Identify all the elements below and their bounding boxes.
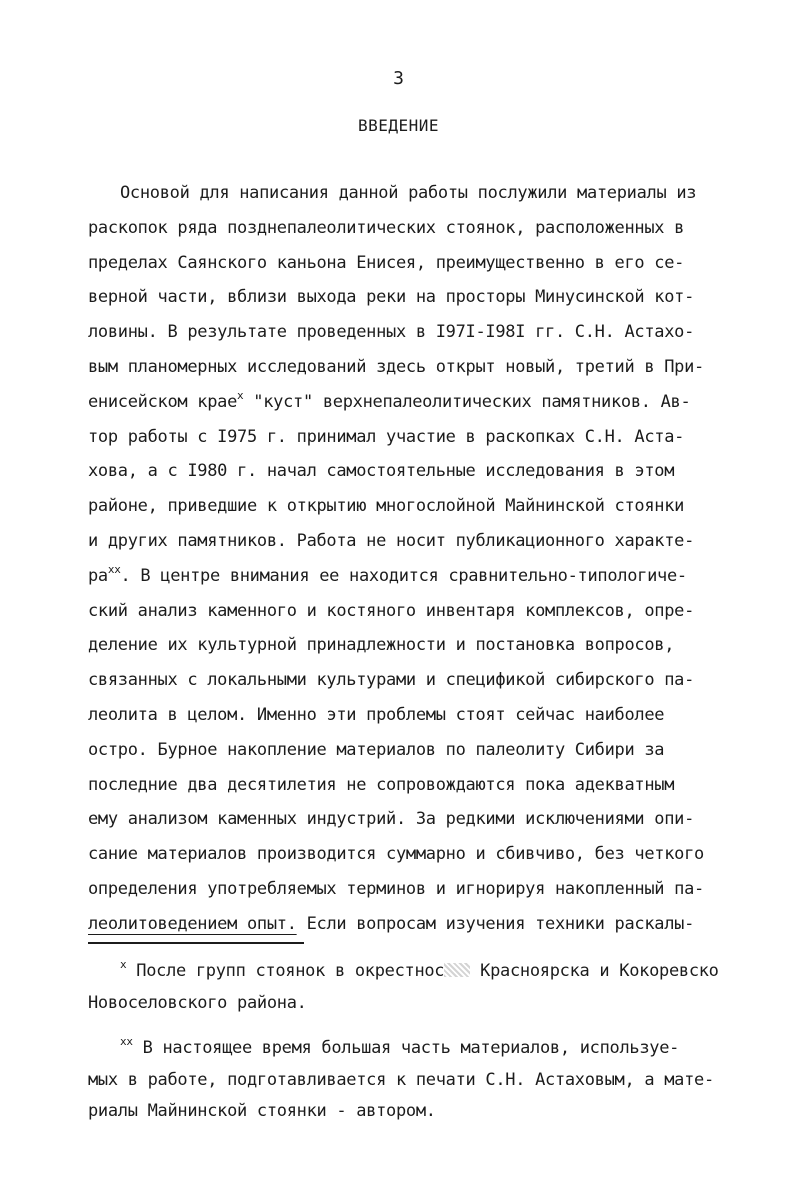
text-line: раскопок ряда позднепалеолитических стоянок, расположенных в	[88, 217, 685, 238]
footnote-divider	[88, 942, 304, 944]
text-line: определения употребляемых терминов и игнорируя накопленный па-	[88, 878, 704, 899]
page-number: 3	[393, 68, 404, 89]
footnote-mark-x: x	[120, 958, 127, 971]
main-text	[88, 176, 748, 942]
text-segment: . В центре внимания ее находится сравнительно-типологиче-	[120, 565, 687, 586]
ink-smudge	[444, 963, 470, 977]
footnote-1-line	[88, 956, 748, 988]
text-segment: Если вопросам изучения техники раскалы-	[296, 913, 695, 934]
text-line: пределах Саянского каньона Енисея, преимущественно в его се-	[88, 252, 685, 273]
text-line: районе, приведшие к открытию многослойной Майнинской стоянки	[88, 496, 685, 517]
text-line: связанных с локальными культурами и спецификой сибирского па-	[88, 670, 695, 691]
text-segment: В настоящее время большая часть материалов, используе-	[132, 1038, 680, 1058]
footnote-mark-xx: xx	[107, 562, 121, 576]
footnote-2-line: риалы Майнинской стоянки - автором.	[88, 1101, 436, 1121]
text-line: хова, а с I980 г. начал самостоятельные исследования в этом	[88, 461, 675, 482]
text-line: деление их культурной принадлежности и постановка вопросов,	[88, 635, 675, 656]
footnote-mark-x: x	[237, 388, 244, 402]
text-line: тор работы с I975 г. принимал участие в раскопках С.Н. Аста-	[88, 426, 685, 447]
text-line: ему анализом каменных индустрий. За редкими исключениями опи-	[88, 809, 695, 830]
underlined-text: леолитоведением опыт.	[88, 913, 297, 934]
text-line: ловины. В результате проведенных в I97I-I98I гг. С.Н. Астахо-	[88, 322, 695, 343]
text-line: верной части, вблизи выхода реки на просторы Минусинской кот-	[88, 287, 695, 308]
footnote-2-line	[88, 1033, 748, 1065]
text-line: и других памятников. Работа не носит публикационного характе-	[88, 530, 695, 551]
footnote-2-line: мых в работе, подготавливается к печати С.Н. Астаховым, а мате-	[88, 1069, 714, 1090]
text-segment: енисейском крае	[88, 391, 238, 412]
text-line: сание материалов производится суммарно и сбивчиво, без четкого	[88, 844, 704, 865]
text-line: остро. Бурное накопление материалов по палеолиту Сибири за	[88, 739, 665, 760]
page-title: ВВЕДЕНИЕ	[357, 116, 440, 135]
text-segment: Красноярска и Кокоревско	[470, 961, 719, 981]
footnote-mark-xx: xx	[120, 1035, 133, 1048]
text-line: последние два десятилетия не сопровождаются пока адекватным	[88, 774, 675, 795]
text-segment: После групп стоянок в окрестнос	[126, 961, 445, 981]
text-line: вым планомерных исследований здесь открыт новый, третий в При-	[88, 356, 704, 377]
footnotes	[88, 956, 748, 1128]
text-line: Основой для написания данной работы послужили материалы из	[120, 183, 697, 203]
text-line: ский анализ каменного и костяного инвентаря комплексов, опре-	[88, 600, 695, 621]
text-line: леолита в целом. Именно эти проблемы стоят сейчас наиболее	[88, 704, 665, 725]
text-segment: ра	[88, 565, 108, 586]
footnote-1-line: Новоселовского района.	[88, 992, 307, 1013]
text-line	[88, 559, 748, 594]
text-segment: "куст" верхнепалеолитических памятников. Ав-	[243, 391, 691, 412]
text-line	[88, 385, 748, 420]
text-line	[88, 907, 748, 942]
